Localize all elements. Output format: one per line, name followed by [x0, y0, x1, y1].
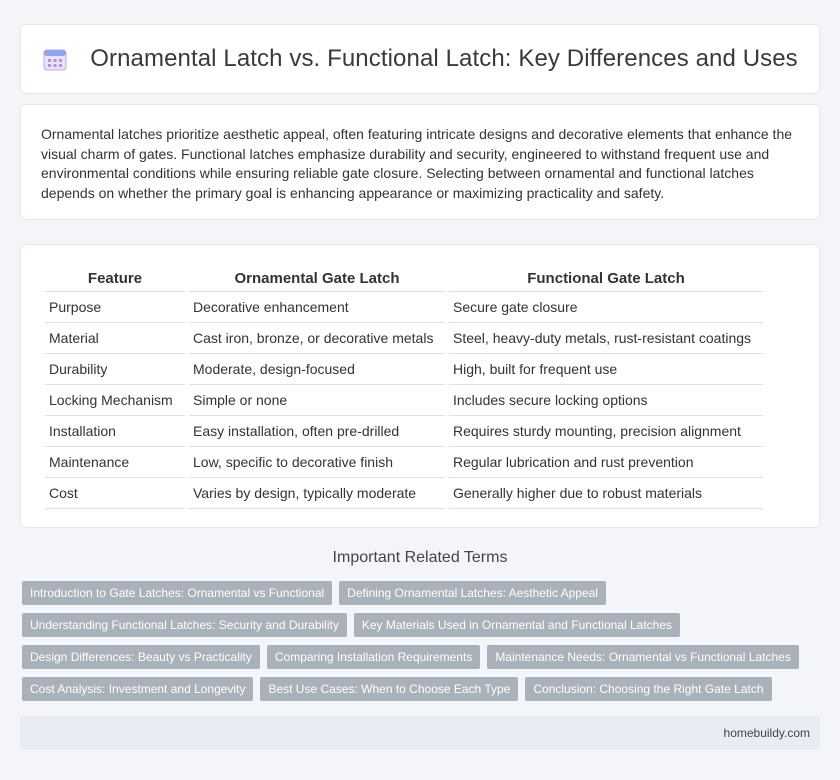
- tag-row: [22, 613, 822, 637]
- table-cell: Simple or none: [189, 385, 445, 416]
- comparison-table: [41, 265, 767, 509]
- table-cell: Durability: [45, 354, 185, 385]
- table-cell: Maintenance: [45, 447, 185, 478]
- table-cell: Locking Mechanism: [45, 385, 185, 416]
- column-header: Functional Gate Latch: [449, 265, 763, 292]
- table-row: [45, 478, 763, 509]
- footer: [20, 716, 820, 750]
- related-term-tag[interactable]: Cost Analysis: Investment and Longevity: [22, 677, 253, 701]
- table-row: [45, 354, 763, 385]
- table-row: [45, 385, 763, 416]
- table-cell: Varies by design, typically moderate: [189, 478, 445, 509]
- comparison-card: [20, 244, 820, 528]
- column-header: Feature: [45, 265, 185, 292]
- table-cell: Requires sturdy mounting, precision alignment: [449, 416, 763, 447]
- tag-row: [22, 645, 822, 669]
- table-cell: Cast iron, bronze, or decorative metals: [189, 323, 445, 354]
- related-term-tag[interactable]: Understanding Functional Latches: Security and Durability: [22, 613, 347, 637]
- table-row: [45, 416, 763, 447]
- related-terms-list: [22, 581, 822, 709]
- header-card: [20, 24, 820, 94]
- intro-text: Ornamental latches prioritize aesthetic appeal, often featuring intricate designs and decorative elements that enhance the visual charm of gates. Functional latches emphasize durability and security, engineered to withstand frequent use and environmental conditions while ensuring reliable gate closure. Selecting between ornamental and functional latches depends on whether the primary goal is enhancing appearance or maximizing practicality and safety.: [41, 126, 793, 201]
- table-cell: Steel, heavy-duty metals, rust-resistant coatings: [449, 323, 763, 354]
- related-term-tag[interactable]: Key Materials Used in Ornamental and Functional Latches: [354, 613, 680, 637]
- footer-brand[interactable]: homebuildy.com: [723, 726, 810, 740]
- related-terms-title: Important Related Terms: [332, 549, 508, 566]
- tag-row: [22, 581, 822, 605]
- intro-card: [20, 104, 820, 220]
- table-cell: Includes secure locking options: [449, 385, 763, 416]
- table-row: [45, 447, 763, 478]
- page-title: Ornamental Latch vs. Functional Latch: Key Differences and Uses: [90, 45, 798, 72]
- table-cell: Installation: [45, 416, 185, 447]
- table-cell: Decorative enhancement: [189, 292, 445, 323]
- table-cell: Material: [45, 323, 185, 354]
- column-header: Ornamental Gate Latch: [189, 265, 445, 292]
- table-cell: Easy installation, often pre-drilled: [189, 416, 445, 447]
- table-cell: High, built for frequent use: [449, 354, 763, 385]
- related-term-tag[interactable]: Best Use Cases: When to Choose Each Type: [260, 677, 518, 701]
- table-cell: Moderate, design-focused: [189, 354, 445, 385]
- related-term-tag[interactable]: Defining Ornamental Latches: Aesthetic Appeal: [339, 581, 606, 605]
- table-cell: Generally higher due to robust materials: [449, 478, 763, 509]
- table-row: [45, 323, 763, 354]
- calendar-icon: [42, 46, 68, 72]
- table-cell: Regular lubrication and rust prevention: [449, 447, 763, 478]
- table-cell: Cost: [45, 478, 185, 509]
- related-term-tag[interactable]: Comparing Installation Requirements: [267, 645, 480, 669]
- table-row: [45, 292, 763, 323]
- table-cell: Low, specific to decorative finish: [189, 447, 445, 478]
- related-term-tag[interactable]: Maintenance Needs: Ornamental vs Functional Latches: [487, 645, 799, 669]
- tag-row: [22, 677, 822, 701]
- table-header-row: [45, 265, 763, 292]
- table-cell: Purpose: [45, 292, 185, 323]
- related-term-tag[interactable]: Conclusion: Choosing the Right Gate Latch: [525, 677, 771, 701]
- related-term-tag[interactable]: Introduction to Gate Latches: Ornamental vs Functional: [22, 581, 332, 605]
- related-term-tag[interactable]: Design Differences: Beauty vs Practicality: [22, 645, 260, 669]
- table-cell: Secure gate closure: [449, 292, 763, 323]
